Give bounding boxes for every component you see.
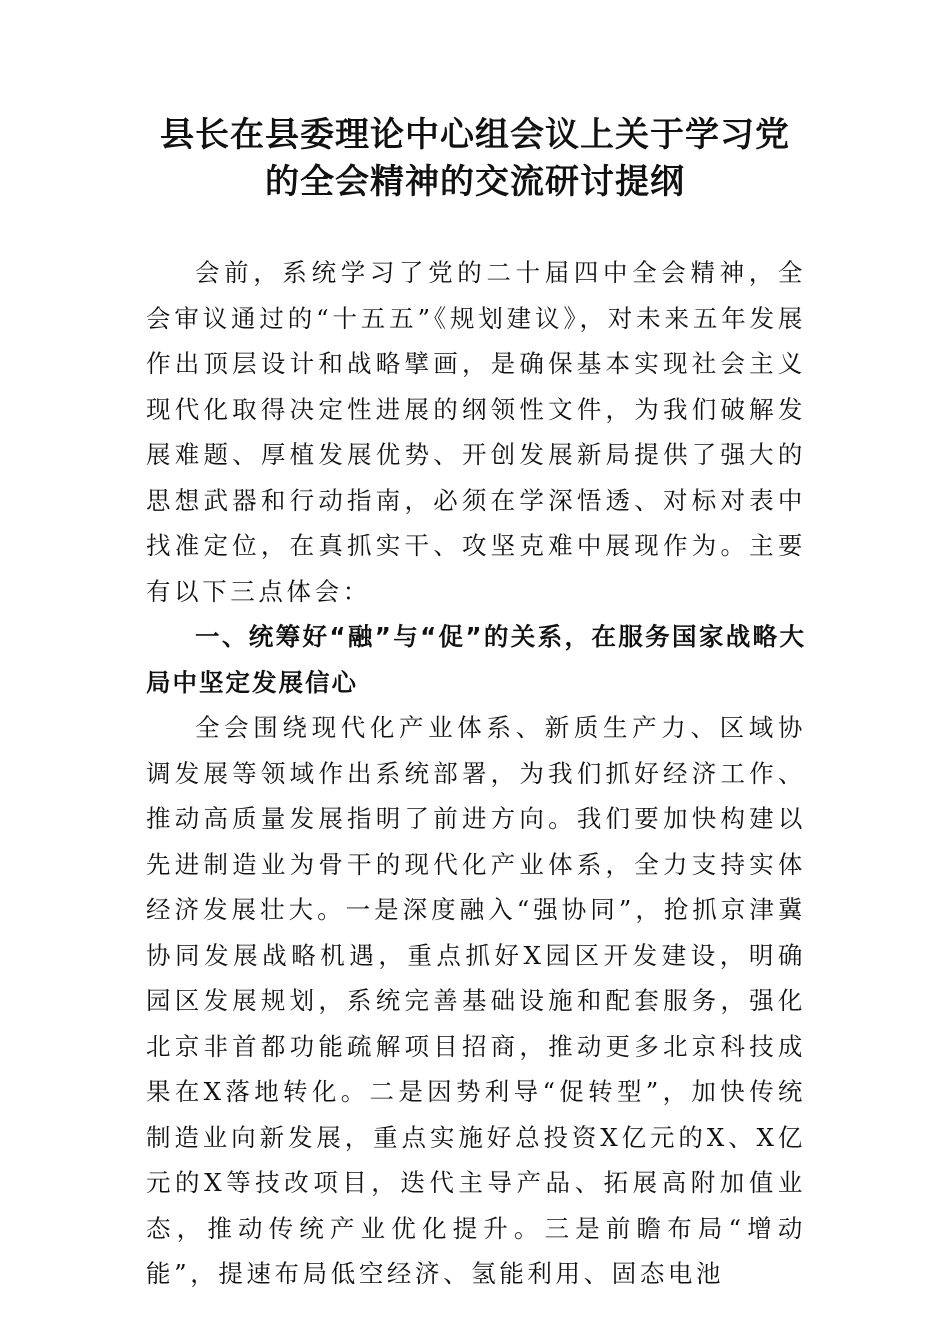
section-1-paragraph: 全会围绕现代化产业体系、新质生产力、区域协调发展等领域作出系统部署，为我们抓好经济工作、推动高质量发展指明了前进方向。我们要加快构建以先进制造业为骨干的现代化产业体系，全力支持实体经济发展壮大。一是深度融入“强协同”，抢抓京津冀协同发展战略机遇，重点抓好X园区开发建设，明确园区发展规划，系统完善基础设施和配套服务，强化北京非首都功能疏解项目招商，推动更多北京科技成果在X落地转化。二是因势利导“促转型”，加快传统制造业向新发展，重点实施好总投资X亿元的X、X亿元的X等技改项目，迭代主导产品、拓展高附加值业态，推动传统产业优化提升。三是前瞻布局“增动能”，提速布局低空经济、氢能利用、固态电池 — [146, 713, 806, 1288]
title-line-1: 县长在县委理论中心组会议上关于学习党 — [160, 115, 790, 155]
document-body — [146, 250, 806, 1297]
title-line-2: 的全会精神的交流研讨提纲 — [265, 162, 685, 202]
document-title — [140, 112, 810, 206]
intro-paragraph: 会前，系统学习了党的二十届四中全会精神，全会审议通过的“十五五”《规划建议》，对未来五年发展作出顶层设计和战略擘画，是确保基本实现社会主义现代化取得决定性进展的纲领性文件，为我们破解发展难题、厚植发展优势、开创发展新局提供了强大的思想武器和行动指南，必须在学深悟透、对标对表中找准定位，在真抓实干、攻坚克难中展现作为。主要有以下三点体会： — [146, 258, 806, 606]
section-heading-1: 一、统筹好“融”与“促”的关系，在服务国家战略大局中坚定发展信心 — [146, 622, 806, 697]
